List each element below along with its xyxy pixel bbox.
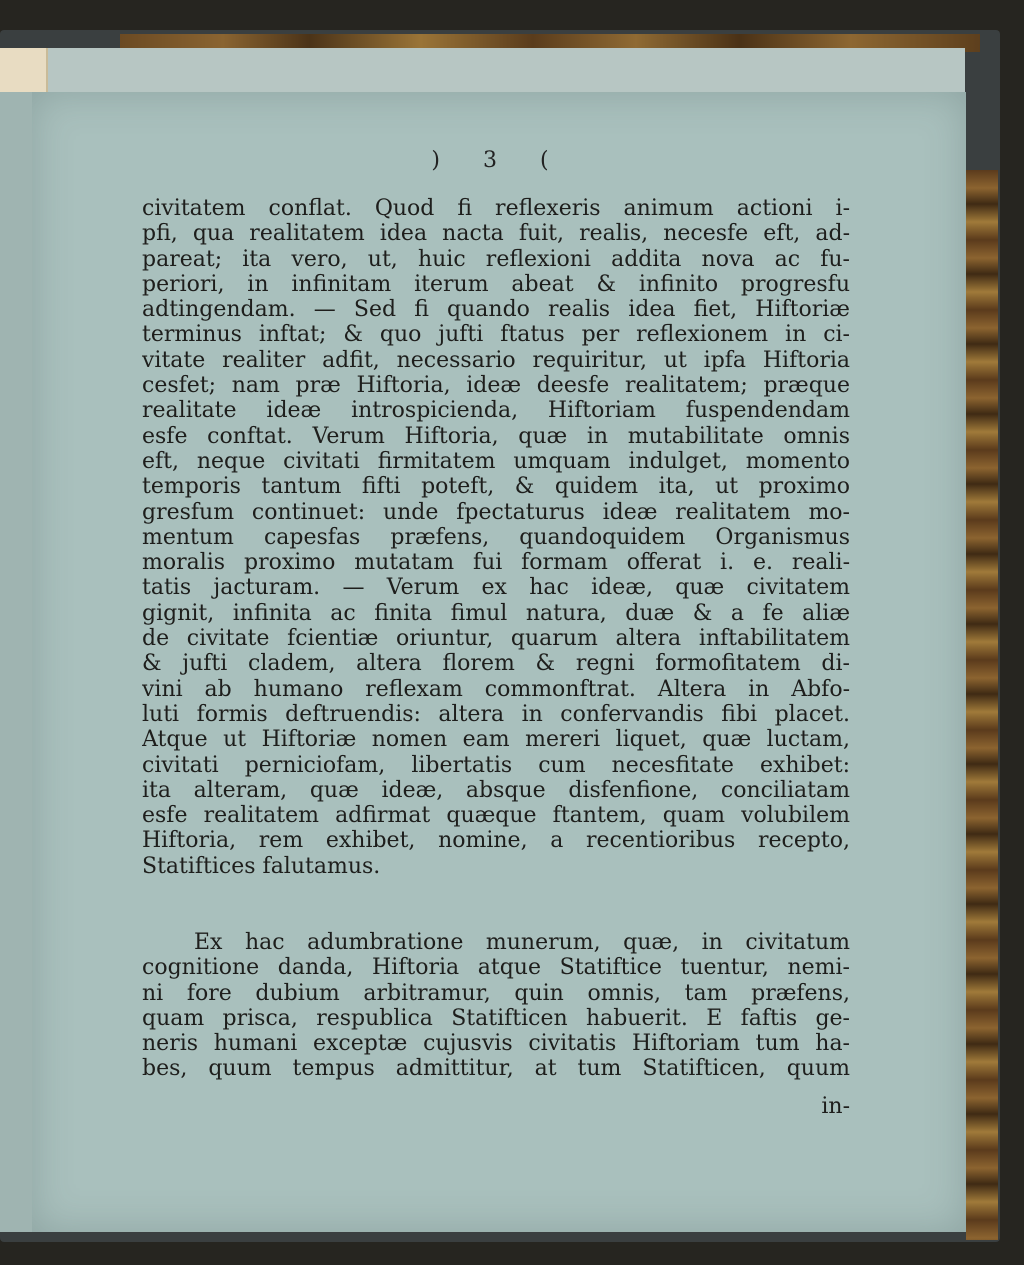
spine-corner — [0, 48, 48, 92]
paragraph-2 — [142, 930, 850, 1082]
text-line: ni fore dubium arbitramur, quin omnis, tam præfens, — [142, 980, 850, 1006]
page-number-header: ) 3 ( — [431, 148, 567, 173]
text-line: vini ab humano reflexam commonftrat. Altera in Abfo- — [142, 676, 850, 702]
text-line: realitate ideæ introspicienda, Hiftoriam fuspendendam — [142, 398, 850, 424]
text-line: Ex hac adumbratione munerum, quæ, in civitatum — [194, 930, 850, 955]
text-line: Hiftoria, rem exhibet, nomine, a recentioribus recepto, — [142, 828, 850, 854]
text-line: esfe realitatem adfirmat quæque ftantem, quam volubilem — [142, 803, 850, 829]
paragraph-1 — [142, 196, 850, 879]
text-line: & jufti cladem, altera florem & regni formofitatem di- — [142, 651, 850, 677]
text-line: cesfet; nam præ Hiftoria, ideæ deesfe realitatem; præque — [142, 373, 850, 399]
text-line: Statiftices falutamus. — [142, 853, 381, 879]
text-line: quam prisca, respublica Statifticen habuerit. E faftis ge- — [142, 1005, 850, 1031]
text-line: moralis proximo mutatam fui formam offerat i. e. reali- — [142, 550, 850, 576]
text-line: periori, in infinitam iterum abeat & infinito progresfu — [142, 271, 850, 297]
text-line: Atque ut Hiftoriæ nomen eam mereri liquet, quæ luctam, — [142, 727, 850, 753]
text-line: terminus inftat; & quo jufti ftatus per reflexionem in ci- — [142, 322, 850, 348]
text-line: pareat; ita vero, ut, huic reflexioni addita nova ac fu- — [142, 246, 850, 272]
text-line: luti formis deftruendis: altera in confervandis fibi placet. — [142, 701, 850, 727]
text-line: esfe conftat. Verum Hiftoria, quæ in mutabilitate omnis — [142, 423, 850, 449]
gutter-strip — [0, 92, 33, 1232]
book-page — [32, 92, 966, 1232]
text-line: cognitione danda, Hiftoria atque Statiftice tuentur, nemi- — [142, 955, 850, 981]
text-line: adtingendam. — Sed fi quando realis idea fiet, Hiftoriæ — [142, 297, 850, 323]
text-line: mentum capesfas præfens, quandoquidem Organismus — [142, 524, 850, 550]
catchword: in- — [821, 1094, 850, 1119]
text-line: gignit, infinita ac finita fimul natura, duæ & a fe aliæ — [142, 600, 850, 626]
text-line: ita alteram, quæ ideæ, absque disfenfione, conciliatam — [142, 777, 850, 803]
text-line: gresfum continuet: unde fpectaturus ideæ realitatem mo- — [142, 499, 850, 525]
text-line: civitati perniciofam, libertatis cum necesfitate exhibet: — [142, 752, 850, 778]
text-line: neris humani exceptæ cujusvis civitatis Hiftoriam tum ha- — [142, 1031, 850, 1057]
text-line: pfi, qua realitatem idea nacta fuit, realis, necesfe eft, ad- — [142, 221, 850, 247]
text-line: de civitate fcientiæ oriuntur, quarum altera inftabilitatem — [142, 626, 850, 652]
text-line: bes, quum tempus admittitur, at tum Statifticen, quum — [142, 1056, 850, 1082]
text-line: tatis jacturam. — Verum ex hac ideæ, quæ civitatem — [142, 575, 850, 601]
text-line: civitatem conflat. Quod fi reflexeris animum actioni i- — [142, 196, 850, 221]
flyleaf-edge — [30, 48, 965, 96]
text-line: eft, neque civitati firmitatem umquam indulget, momento — [142, 448, 850, 474]
text-line: temporis tantum fifti poteft, & quidem ita, ut proximo — [142, 474, 850, 500]
marbled-edge-right — [966, 170, 998, 1240]
text-line: vitate realiter adfit, necessario requiritur, ut ipfa Hiftoria — [142, 347, 850, 373]
